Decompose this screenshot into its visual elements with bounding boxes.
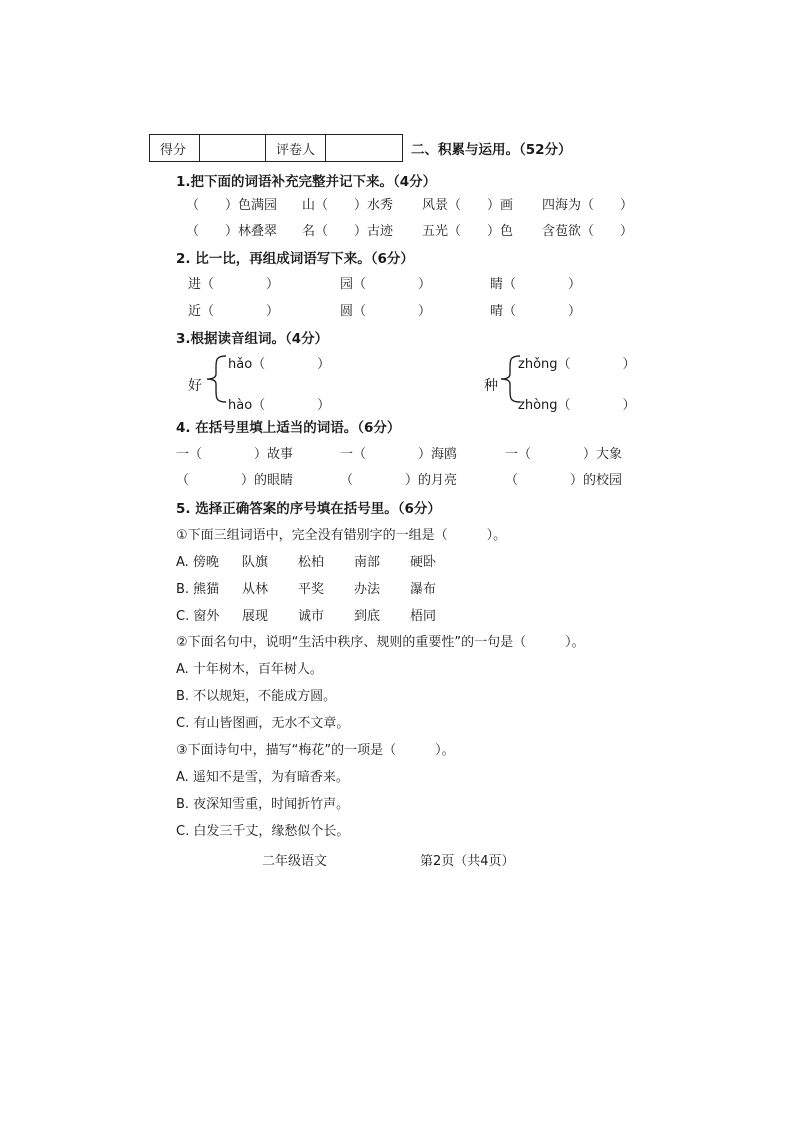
- reviewer-label: 评卷人: [266, 135, 326, 161]
- option-a: A. 傍晚: [176, 555, 219, 570]
- q5-sub2-stem: ②下面名句中，说明“生活中秩序、规则的重要性”的一句是（ ）。: [176, 635, 585, 650]
- option-b: B. 不以规矩，不能成方圆。: [176, 689, 337, 704]
- q2-item: 圆（ ）: [340, 304, 432, 319]
- option-word: 展现: [242, 609, 269, 624]
- q2-item: 睛（ ）: [490, 277, 582, 292]
- q3-char-zhong: 种: [484, 378, 498, 394]
- option-b: B. 熊猫: [176, 582, 220, 597]
- option-b: B. 夜深知雪重，时闻折竹声。: [176, 797, 350, 812]
- brace-icon: [204, 354, 228, 404]
- q1-item: 四海为（ ）: [542, 198, 634, 213]
- option-word: 南部: [354, 555, 381, 570]
- q1-item: 五光（ ）色: [422, 224, 514, 239]
- q5-sub1-stem: ①下面三组词语中，完全没有错别字的一组是（ ）。: [176, 528, 507, 543]
- q3-reading: hào（ ）: [228, 398, 331, 413]
- q4-title: 4. 在括号里填上适当的词语。（6分）: [176, 420, 401, 436]
- option-word: 到底: [354, 609, 381, 624]
- q3-reading: zhǒng（ ）: [518, 357, 636, 372]
- option-c: C. 窗外: [176, 609, 220, 624]
- footer-page-number: 第2页（共4页）: [420, 854, 515, 869]
- option-word: 松柏: [298, 555, 325, 570]
- q3-reading: zhòng（ ）: [518, 398, 636, 413]
- q3-title: 3.根据读音组词。（4分）: [176, 331, 329, 347]
- q4-item: 一（ ）大象: [505, 447, 623, 462]
- score-label: 得分: [150, 135, 200, 161]
- q2-item: 晴（ ）: [490, 304, 582, 319]
- q2-item: 园（ ）: [340, 277, 432, 292]
- q4-item: （ ）的月亮: [340, 473, 458, 488]
- option-c: C. 白发三千丈，缘愁似个长。: [176, 824, 350, 839]
- q5-title: 5. 选择正确答案的序号填在括号里。（6分）: [176, 501, 441, 517]
- q4-item: （ ）的眼睛: [176, 473, 294, 488]
- q4-item: 一（ ）海鸥: [340, 447, 458, 462]
- footer-subject: 二年级语文: [262, 854, 328, 869]
- q1-item: 名（ ）古迹: [302, 224, 394, 239]
- q5-sub3-stem: ③下面诗句中，描写“梅花”的一项是（ ）。: [176, 743, 455, 758]
- q1-item: 风景（ ）画: [422, 198, 514, 213]
- option-word: 梧同: [410, 609, 437, 624]
- q3-char-hao: 好: [188, 378, 202, 394]
- score-table: [149, 134, 403, 162]
- part-title: 二、积累与运用。（52分）: [411, 142, 572, 158]
- option-word: 瀑布: [410, 582, 437, 597]
- q3-reading: hǎo（ ）: [228, 357, 331, 372]
- option-word: 平奖: [298, 582, 325, 597]
- q2-title: 2. 比一比，再组成词语写下来。（6分）: [176, 251, 414, 267]
- reviewer-box[interactable]: [326, 135, 402, 161]
- option-a: A. 遥知不是雪，为有暗香来。: [176, 770, 349, 785]
- q2-item: 进（ ）: [188, 277, 280, 292]
- q1-title: 1.把下面的词语补充完整并记下来。（4分）: [176, 174, 437, 190]
- option-word: 办法: [354, 582, 381, 597]
- option-word: 硬卧: [410, 555, 437, 570]
- q4-item: 一（ ）故事: [176, 447, 294, 462]
- score-box[interactable]: [200, 135, 266, 161]
- q2-item: 近（ ）: [188, 304, 280, 319]
- option-c: C. 有山皆图画，无水不文章。: [176, 716, 350, 731]
- q1-item: 含苞欲（ ）: [542, 224, 634, 239]
- q1-item: （ ）色满园: [186, 198, 278, 213]
- q1-item: （ ）林叠翠: [186, 224, 278, 239]
- option-word: 队旗: [242, 555, 269, 570]
- option-word: 诚市: [298, 609, 325, 624]
- option-word: 从林: [242, 582, 269, 597]
- q4-item: （ ）的校园: [505, 473, 623, 488]
- q1-item: 山（ ）水秀: [302, 198, 394, 213]
- option-a: A. 十年树木，百年树人。: [176, 662, 323, 677]
